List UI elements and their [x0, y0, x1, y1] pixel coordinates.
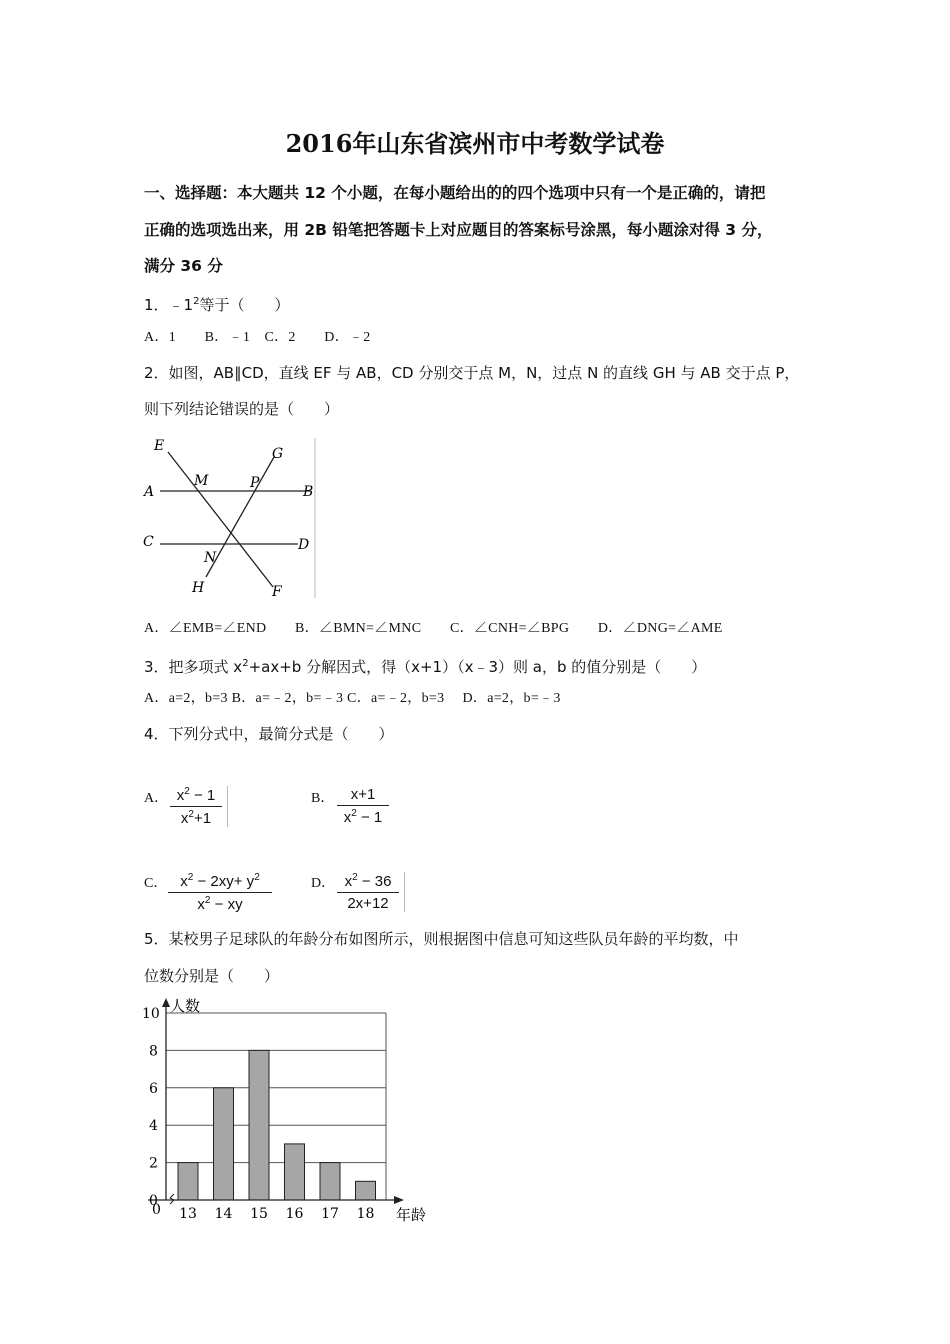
bar-age-16 — [285, 1144, 305, 1200]
q4-c-den-sup: 2 — [204, 895, 211, 906]
q4-a-den-base: x — [180, 810, 189, 827]
q4-d-num-rest: − 36 — [357, 873, 392, 890]
question-2-stem-line1: 2．如图，AB∥CD，直线 EF 与 AB，CD 分别交于点 M，N，过点 N 的直线 GH 与 AB 交于点 P， — [144, 364, 800, 382]
x-tick-label-18: 18 — [356, 1206, 375, 1222]
label-a: A — [144, 484, 155, 500]
q4-option-b-fraction — [337, 786, 389, 826]
label-c: C — [143, 534, 154, 550]
label-f: F — [272, 584, 282, 600]
q4-b-numerator: x+1 — [350, 786, 376, 803]
q4-c-den-base: x — [197, 896, 205, 913]
line-ef — [168, 452, 273, 587]
q3-sup: 2 — [242, 658, 249, 669]
bar-age-17 — [320, 1163, 340, 1200]
q4-c-num-sup2: 2 — [254, 872, 260, 883]
question-2-stem-line2: 则下列结论错误的是（ ） — [144, 400, 340, 418]
y-tick-label-2: 2 — [149, 1155, 158, 1172]
question-2-options: A．∠EMB=∠END B．∠BMN=∠MNC C．∠CNH=∠BPG D．∠DNG=∠AME — [144, 621, 723, 636]
q4-c-num-sup: 2 — [187, 872, 194, 883]
q1-prefix: 1．﹣1 — [144, 296, 194, 314]
label-g: G — [272, 446, 284, 462]
label-p: P — [250, 475, 260, 491]
x-tick-label-15: 15 — [250, 1206, 268, 1222]
q4-option-b-label: B． — [311, 791, 335, 806]
q4-a-den-sup: 2 — [188, 809, 194, 820]
section-instructions-line2: 正确的选项选出来，用 2B 铅笔把答题卡上对应题目的答案标号涂黑，每小题涂对得 3 分， — [144, 221, 773, 239]
q4-a-num-sup: 2 — [184, 786, 190, 797]
q4-b-den-base: x — [343, 809, 352, 826]
y-tick-label-10: 10 — [142, 1006, 160, 1022]
x-tick-label-13: 13 — [179, 1206, 197, 1222]
q4-d-num-sup: 2 — [352, 872, 358, 883]
q4-a-den-rest: +1 — [193, 810, 212, 827]
q4-c-numerator — [168, 872, 272, 890]
label-b: B — [303, 484, 314, 500]
q4-b-fraction-bar — [337, 805, 389, 806]
q4-c-num-base: x — [180, 873, 188, 890]
label-n: N — [204, 550, 217, 566]
q4-b-denominator — [337, 808, 389, 826]
parallel-lines-figure — [140, 432, 320, 602]
q4-option-d-fraction — [337, 872, 399, 912]
x-tick-label-17: 17 — [321, 1206, 339, 1222]
label-e: E — [154, 438, 165, 454]
q4-a-fraction-bar — [170, 806, 222, 807]
bar-age-18 — [356, 1181, 376, 1200]
question-1-stem — [144, 292, 824, 315]
bar-age-13 — [178, 1163, 198, 1200]
q3-suffix: +ax+b 分解因式，得（x+1）（x﹣3）则 a，b 的值分别是（ ） — [248, 658, 707, 676]
label-m: M — [194, 473, 209, 489]
q4-option-a-fraction — [170, 786, 222, 827]
question-3-options: A．a=2，b=3 B．a=﹣2，b=﹣3 C．a=﹣2，b=3 D．a=2，b=﹣3 — [144, 691, 561, 706]
bar-age-14 — [214, 1088, 234, 1200]
section-instructions-line3: 满分 36 分 — [144, 257, 223, 275]
section-instructions-line1: 一、选择题：本大题共 12 个小题，在每小题给出的的四个选项中只有一个是正确的，请把 — [144, 184, 766, 202]
y-axis-arrow — [162, 998, 170, 1007]
y-tick-label-8: 8 — [149, 1043, 158, 1060]
question-5-stem-line1: 5．某校男子足球队的年龄分布如图所示，则根据图中信息可知这些队员年龄的平均数，中 — [144, 930, 739, 948]
bar-age-15 — [249, 1050, 269, 1200]
q3-prefix: 3．把多项式 x — [144, 658, 243, 676]
question-5-stem-line2: 位数分别是（ ） — [144, 967, 280, 985]
label-d: D — [298, 537, 310, 553]
label-h: H — [192, 580, 205, 596]
page-title: 2016年山东省滨州市中考数学试卷 — [285, 129, 665, 158]
x-tick-label-16: 16 — [285, 1206, 304, 1222]
axis-break-mark — [170, 1194, 174, 1204]
q4-a-num-base: x — [176, 787, 185, 804]
y-tick-label-0: 0 — [149, 1193, 158, 1209]
q4-option-d-label: D． — [311, 876, 336, 891]
q4-d-border — [404, 872, 405, 912]
q4-d-numerator — [337, 872, 399, 890]
q4-a-denominator — [170, 809, 222, 827]
age-distribution-chart — [140, 995, 440, 1225]
q1-suffix: 等于（ ） — [199, 296, 290, 314]
q4-option-c-label: C． — [144, 876, 168, 891]
q1-sup: 2 — [193, 296, 200, 307]
origin-label: 0 — [152, 1202, 161, 1218]
q4-option-a-label: A． — [144, 791, 169, 806]
question-3-stem — [144, 654, 824, 677]
q4-b-den-sup: 2 — [351, 808, 357, 819]
x-axis-arrow — [394, 1196, 404, 1204]
question-4-stem: 4．下列分式中，最简分式是（ ） — [144, 725, 394, 743]
q4-c-denominator — [168, 895, 272, 913]
y-axis-title: 人数 — [170, 997, 201, 1015]
q4-d-fraction-bar — [337, 892, 399, 893]
q4-a-num-rest: − 1 — [189, 787, 216, 804]
q4-a-border — [227, 786, 228, 827]
y-tick-label-4: 4 — [149, 1118, 158, 1135]
question-1-options: A．1 B．﹣1 C．2 D．﹣2 — [144, 330, 371, 345]
q4-d-num-base: x — [344, 873, 353, 890]
q4-a-numerator — [170, 786, 222, 804]
q4-option-c-fraction — [168, 872, 272, 913]
chart-grid — [166, 1013, 386, 1200]
q4-c-fraction-bar — [168, 892, 272, 893]
q4-d-denominator: 2x+12 — [347, 895, 389, 912]
q4-b-den-rest: − 1 — [356, 809, 383, 826]
q4-c-den-rest: − xy — [210, 896, 243, 913]
y-tick-label-6: 6 — [149, 1080, 158, 1097]
x-axis-title: 年龄 — [396, 1206, 427, 1224]
x-tick-label-14: 14 — [214, 1206, 233, 1222]
q4-c-num-mid: − 2xy+ y — [193, 873, 255, 890]
